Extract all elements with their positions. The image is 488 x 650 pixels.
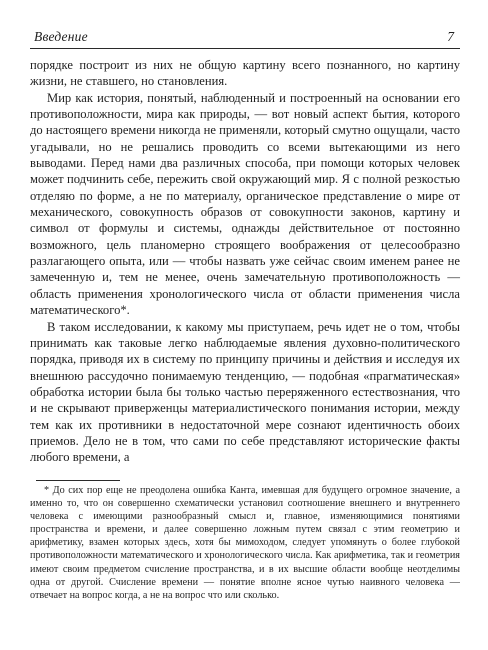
paragraph: В таком исследовании, к какому мы приступаем, речь идет не о том, чтобы принимать как таковые легко наблюдаемые явления духовно-политического порядка, приводя их в систему по принципу причины и действия и исследуя их внешнюю рассудочно понимаемую тенденцию, — подобная «прагматическая» обработка истории была бы только частью переряженного естествознания, что и не скрывают приверженцы материалистического понимания истории, между тем как их противники в недостаточной мере сознают идентичность обоих приемов. Дело не в том, что сами по себе представляют исторические факты любого времени, а (30, 319, 460, 465)
footnote-divider (36, 480, 120, 481)
book-page (30, 28, 460, 624)
page-number: 7 (447, 29, 454, 44)
section-title: Введение (34, 29, 88, 44)
paragraph: Мир как история, понятый, наблюденный и построенный на основании его противоположности, мира как природы, — вот новый аспект бытия, которого до настоящего времени никогда не применяли, который смутно ощущали, часто угадывали, но не решались проводить со всеми вытекающими из него выводами. Перед нами два различных способа, при помощи которых человек может подчинить себе, пережить свой окружающий мир. Я с полной резкостью отделяю по форме, а не по материалу, органическое представление о мире от механического, совокупность образов от совокупности законов, картину и символ от формулы и системы, однажды действительное от постоянно возможного, цель планомерно строящего воображения от целесообразно разлагающего опыта, или — чтобы назвать уже сейчас своим именем ранее не замеченную и, тем не менее, очень замечательную противоположность — область применения хронологического числа от области применения числа математического*. (30, 90, 460, 318)
running-head (30, 28, 460, 49)
footnote: * До сих пор еще не преодолена ошибка Канта, имевшая для будущего огромное значение, а именно то, что он совершенно схематически установил соотношение внешнего и внутреннего человека с имеющими разнообразный смысл и, главное, изменяющимися понятиями пространства и времени, и далее совершенно ложным путем связал с этим геометрию и арифметику, взамен которых здесь, хотя бы мимоходом, следует упомянуть о более глубокой противоположности математического и хронологического числа. Как арифметика, так и геометрия имеют своим предметом счисление пространства, и в их высшие области вообще неотделимы одна от другой. Счисление времени — понятие вполне ясное чутью наивного человека — отвечает на вопрос когда, а не на вопрос что или сколько. (30, 484, 460, 601)
paragraph-continued: порядке построит из них не общую картину всего познанного, но картину жизни, не ставшего, но становления. (30, 58, 460, 89)
body-text (30, 57, 460, 466)
